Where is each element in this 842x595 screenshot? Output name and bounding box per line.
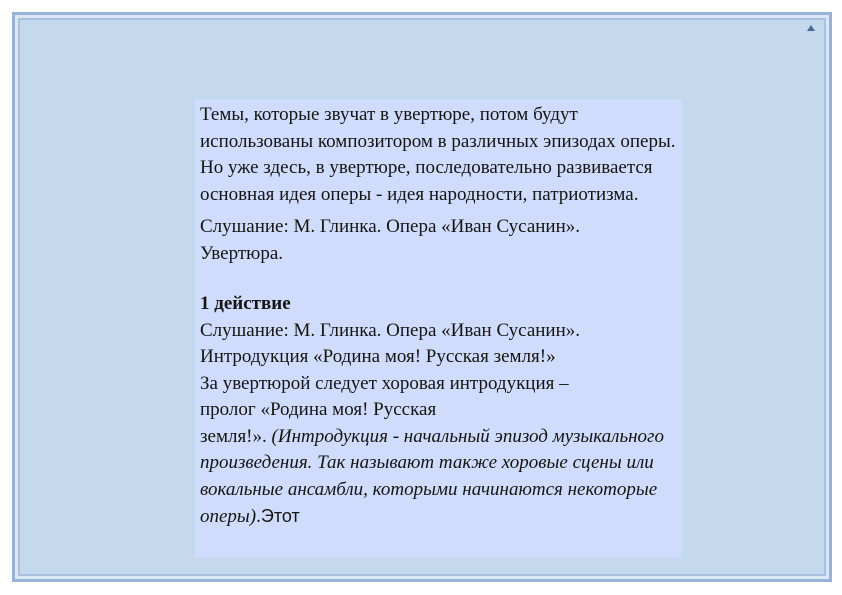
- trailing-word: Этот: [260, 506, 300, 526]
- introduction-definition: (Интродукция - начальный эпизод музыкального произведения. Так называют также хоровые сцены или вокальные ансамбли, которыми начинаются некоторые оперы): [200, 425, 664, 527]
- intro-description-rest: [200, 424, 677, 531]
- blank-line: [200, 267, 677, 291]
- intro-description-line1: За увертюрой следует хоровая интродукция –: [200, 372, 569, 394]
- act-heading: 1 действие: [200, 293, 291, 314]
- corner-triangle-icon: [807, 25, 815, 31]
- text-content-box: [195, 99, 682, 558]
- slide-background: [12, 12, 832, 582]
- intro-description-start: земля!».: [200, 425, 272, 447]
- intro-paragraph: Темы, которые звучат в увертюре, потом будут использованы композитором в различных эпизодах оперы. Но уже здесь, в увертюре, последовательно развивается основная идея оперы - идея народности, патриотизма.: [200, 104, 676, 205]
- intro-description-line2: пролог «Родина моя! Русская: [200, 399, 437, 420]
- listening-uverture-line2: Увертюра.: [200, 242, 284, 264]
- trailing-period: .: [256, 506, 261, 527]
- listening-intro-line2: Интродукция «Родина моя! Русская земля!»: [200, 346, 556, 367]
- listening-intro-line1: Слушание: М. Глинка. Опера «Иван Сусанин».: [200, 319, 581, 341]
- listening-uverture-line1: Слушание: М. Глинка. Опера «Иван Сусанин».: [200, 216, 581, 237]
